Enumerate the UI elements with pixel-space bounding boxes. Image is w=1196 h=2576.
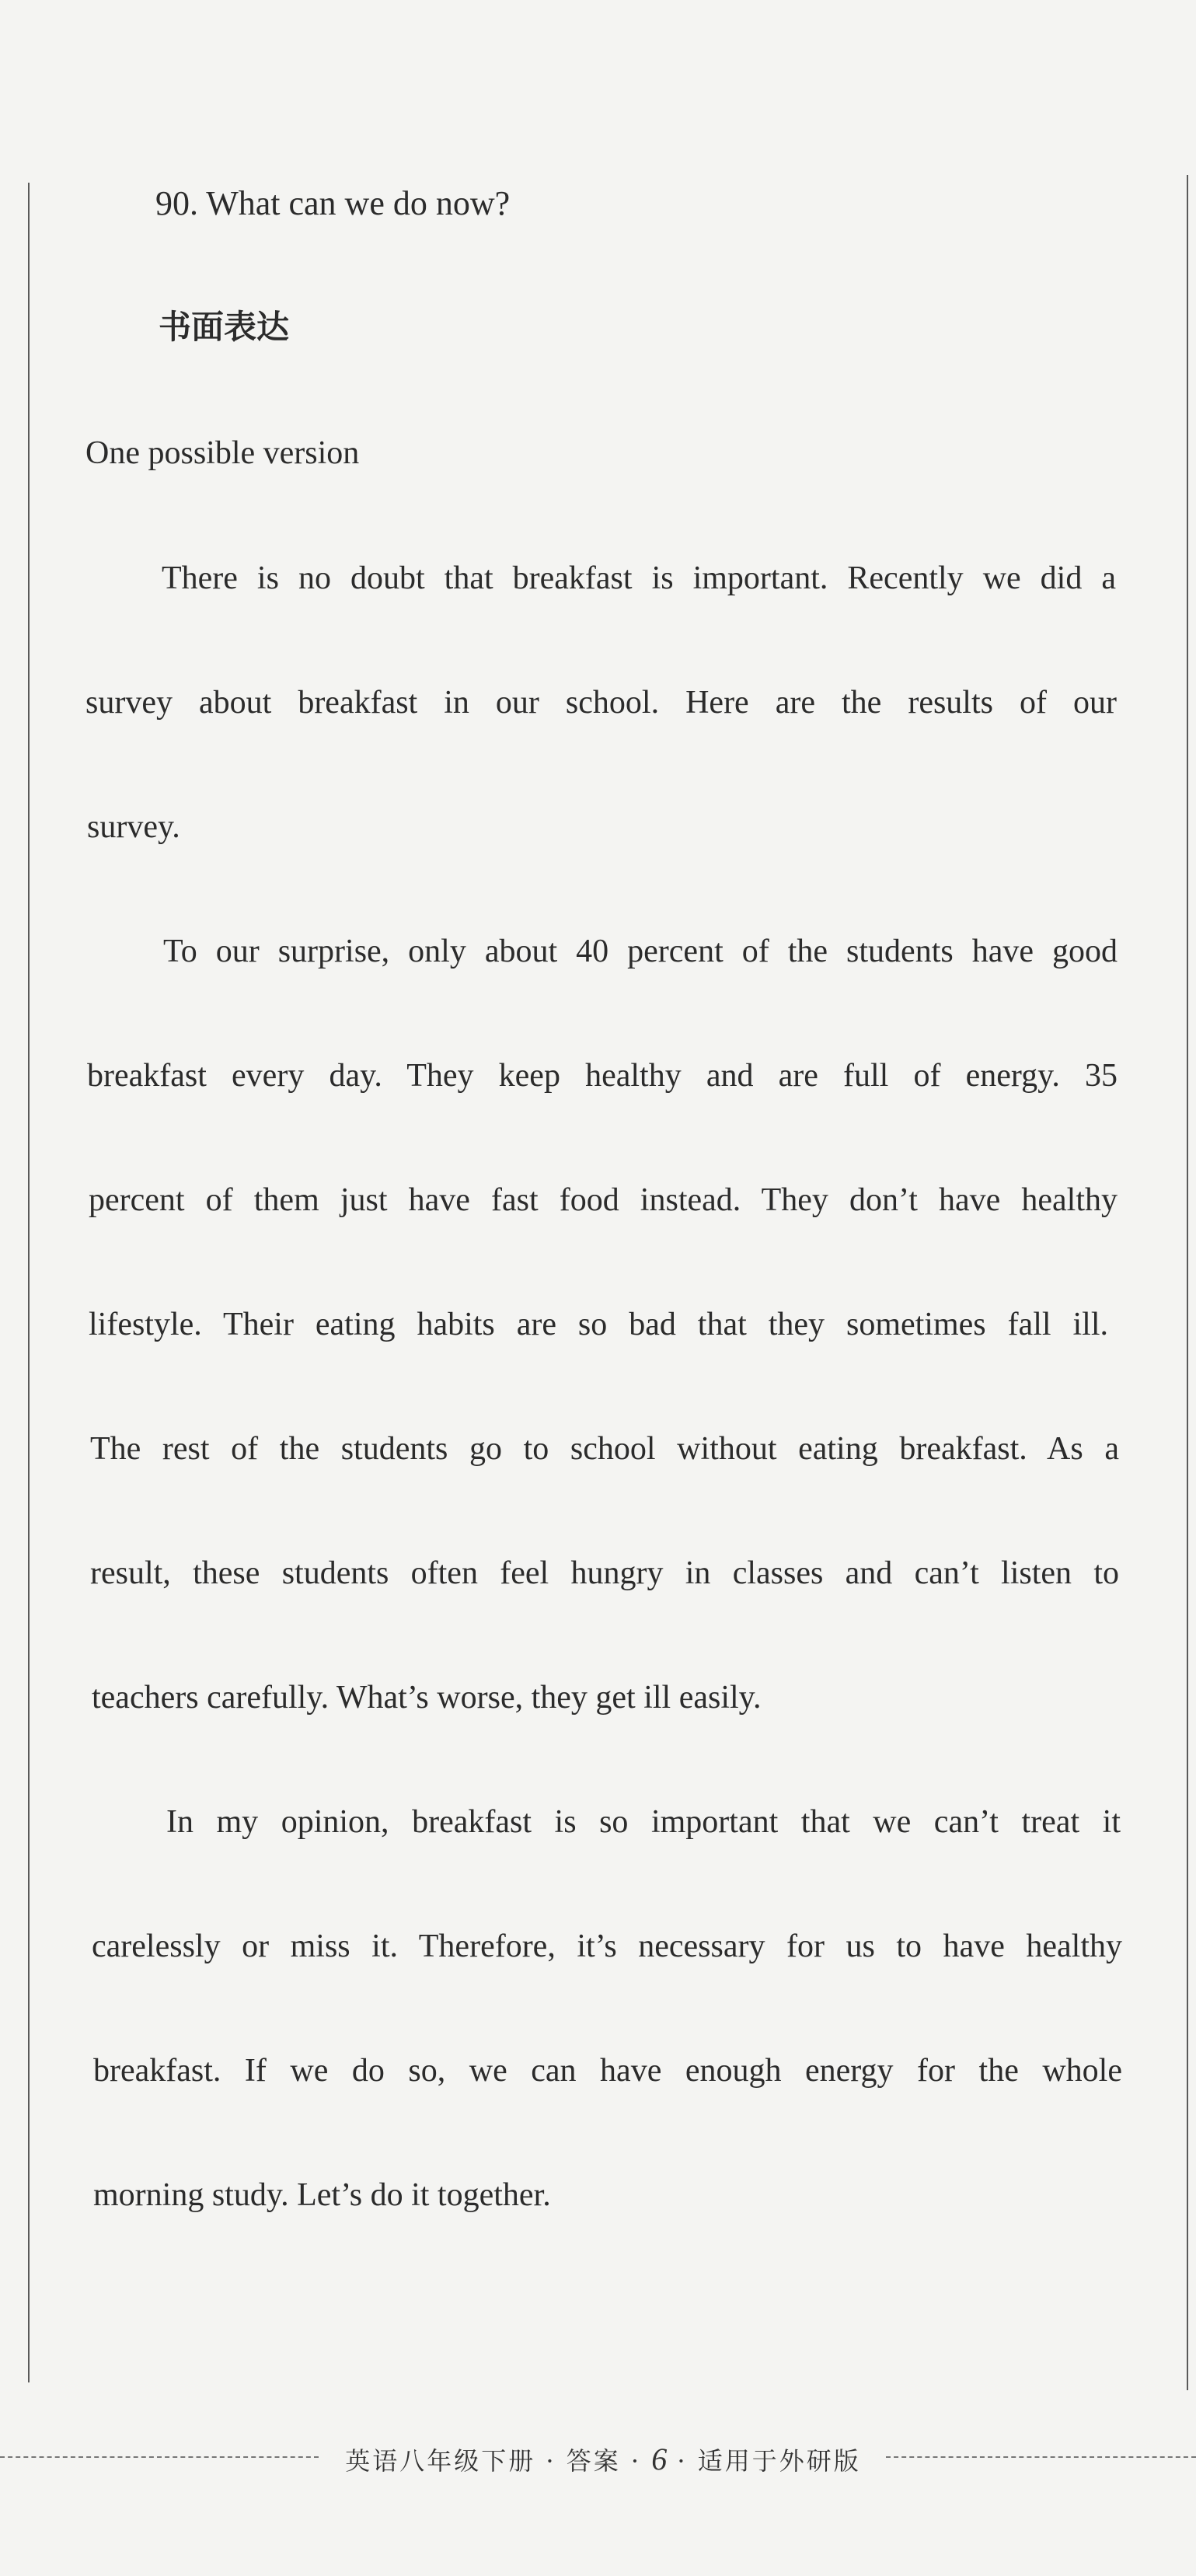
section-heading: 书面表达 <box>159 308 290 346</box>
essay-line: To our surprise, only about 40 percent of the students have good <box>163 934 1118 969</box>
essay-line: breakfast. If we do so, we can have enough energy for the whole <box>93 2053 1122 2089</box>
page-number: 6 <box>651 2442 668 2477</box>
essay-line: carelessly or miss it. Therefore, it’s necessary for us to have healthy <box>92 1929 1122 1964</box>
essay-line: There is no doubt that breakfast is important. Recently we did a <box>162 560 1116 596</box>
essay-line: lifestyle. Their eating habits are so bad that they sometimes fall ill. <box>89 1307 1108 1342</box>
essay-line: breakfast every day. They keep healthy and are full of energy. 35 <box>87 1058 1118 1094</box>
left-margin-rule <box>28 183 30 2382</box>
footer-label <box>325 2441 881 2477</box>
essay-line: In my opinion, breakfast is so important that we can’t treat it <box>166 1804 1121 1840</box>
essay-line: survey about breakfast in our school. Here are the results of our <box>85 685 1117 721</box>
essay-line: morning study. Let’s do it together. <box>93 2177 551 2213</box>
version-label: One possible version <box>85 435 360 471</box>
right-margin-rule <box>1187 175 1188 2390</box>
question-90: 90. What can we do now? <box>155 184 511 222</box>
essay-line: teachers carefully. What’s worse, they get ill easily. <box>92 1680 762 1716</box>
essay-line: result, these students often feel hungry in classes and can’t listen to <box>90 1555 1119 1591</box>
essay-line: percent of them just have fast food instead. They don’t have healthy <box>89 1182 1118 1218</box>
page-footer <box>0 2438 1196 2477</box>
footer-dashed-line-right <box>886 2456 1196 2458</box>
footer-book-title: 英语八年级下册 · 答案 · <box>345 2446 642 2476</box>
footer-dashed-line-left <box>0 2456 319 2458</box>
essay-line: The rest of the students go to school without eating breakfast. As a <box>90 1431 1119 1467</box>
essay-line: survey. <box>87 809 180 845</box>
footer-edition: · 适用于外研版 <box>677 2446 861 2476</box>
